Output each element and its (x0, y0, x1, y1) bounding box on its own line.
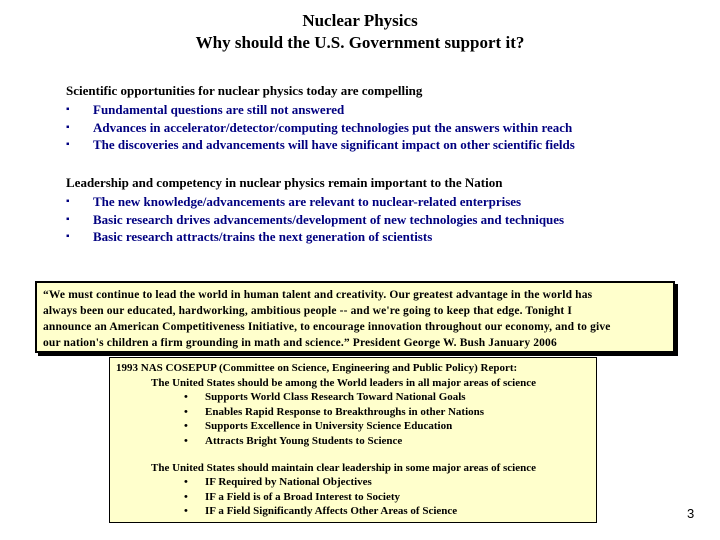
list-item: ▪ Fundamental questions are still not answered (66, 102, 345, 117)
round-bullet-icon: • (184, 391, 188, 404)
round-bullet-icon: • (184, 490, 188, 503)
page-number: 3 (687, 506, 695, 521)
square-bullet-icon: ▪ (66, 139, 70, 150)
bullet-list (66, 101, 686, 154)
title-line-1: Nuclear Physics (302, 11, 418, 30)
list-item: • IF Required by National Objectives (184, 476, 372, 489)
bullet-list (66, 193, 686, 246)
list-item: • Enables Rapid Response to Breakthroughs in other Nations (184, 405, 485, 418)
bush-quote-box (35, 281, 675, 353)
list-item: • Supports World Class Research Toward National Goals (184, 391, 466, 404)
square-bullet-icon: ▪ (66, 104, 70, 115)
section-leadership (66, 174, 686, 246)
list-item: ▪ The new knowledge/advancements are relevant to nuclear-related enterprises (66, 194, 522, 209)
section-heading: Leadership and competency in nuclear physics remain important to the Nation (66, 175, 503, 190)
title-line-2: Why should the U.S. Government support it? (195, 33, 525, 52)
round-bullet-icon: • (184, 476, 188, 489)
square-bullet-icon: ▪ (66, 121, 70, 133)
round-bullet-icon: • (184, 434, 188, 447)
report-bullets-2 (116, 475, 590, 519)
list-item: ▪ Basic research attracts/trains the next generation of scientists (66, 229, 433, 244)
list-item: • IF a Field Significantly Affects Other Areas of Science (184, 505, 458, 518)
list-item: ▪ The discoveries and advancements will have significant impact on other scientific fields (66, 137, 575, 152)
round-bullet-icon: • (184, 505, 188, 518)
slide-title (0, 10, 720, 54)
list-item: • Attracts Bright Young Students to Science (184, 434, 403, 447)
round-bullet-icon: • (184, 420, 188, 433)
report-bullets-1 (116, 390, 590, 448)
spacer (116, 449, 590, 461)
quote-line: announce an American Competitiveness Initiative, to encourage innovation throughout our economy, and to give (43, 321, 611, 333)
report-heading: 1993 NAS COSEPUP (Committee on Science, Engineering and Public Policy) Report: (116, 362, 518, 374)
report-statement-1: The United States should be among the World leaders in all major areas of science (151, 376, 536, 389)
round-bullet-icon: • (184, 405, 188, 418)
section-scientific-opportunities (66, 82, 686, 154)
square-bullet-icon: ▪ (66, 196, 70, 207)
cosepup-report-box (109, 357, 597, 523)
quote-line: always been our educated, hardworking, ambitious people -- and we're going to keep that edge. Tonight I (43, 305, 573, 317)
list-item: ▪ Basic research drives advancements/development of new technologies and techniques (66, 211, 565, 227)
quote-line: our nation's children a firm grounding in math and science.” President George W. Bush January 2006 (43, 337, 557, 349)
list-item: • Supports Excellence in University Science Education (184, 420, 453, 433)
quote-line: “We must continue to lead the world in human talent and creativity. Our greatest advantage in the world has (43, 289, 593, 301)
square-bullet-icon: ▪ (66, 213, 70, 225)
report-statement-2: The United States should maintain clear leadership in some major areas of science (151, 461, 536, 474)
list-item: ▪ Advances in accelerator/detector/computing technologies put the answers within reach (66, 119, 573, 135)
list-item: • IF a Field is of a Broad Interest to Society (184, 490, 401, 503)
square-bullet-icon: ▪ (66, 231, 70, 242)
section-heading: Scientific opportunities for nuclear physics today are compelling (66, 83, 423, 98)
